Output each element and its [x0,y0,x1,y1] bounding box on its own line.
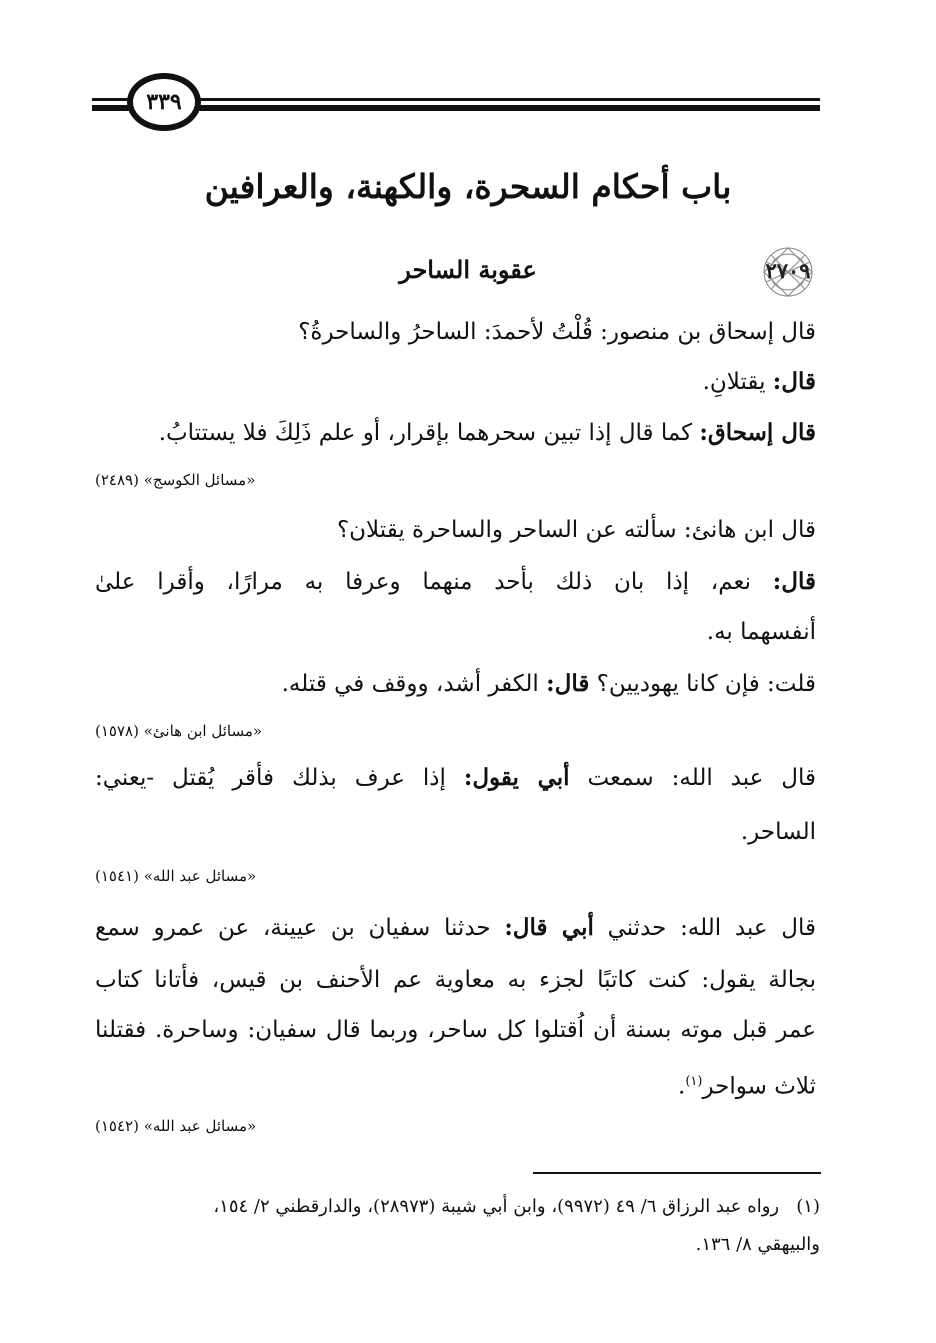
paragraph-text: كما قال إذا تبين سحرهما بإقرار، أو علم ذَلِكَ فلا يستتابُ. [158,420,700,446]
footnote-1 [95,1190,820,1224]
paragraph-text: يقتلانِ. [702,369,773,395]
speaker-label: أبي قال: [504,914,594,941]
paragraph-3 [95,413,816,453]
speaker-label: قال إسحاق: [699,419,816,446]
paragraph-6 [95,664,816,704]
paragraph-text: نعم، إذا بان ذلك بأحد منهما وعرفا به مرارًا، وأقرا علىٰ [95,569,773,595]
paragraph-text: إذا عرف بذلك فأقر يُقتل -يعني: [95,765,464,791]
paragraph-text: الكفر أشد، ووقف في قتله. [281,671,547,697]
paragraph-text: قال عبد الله: حدثني [593,915,816,941]
footnote-reference: (١) [685,1074,703,1089]
paragraph-7-continued: الساحر. [740,819,816,845]
footnote-marker: (١) [796,1196,820,1217]
footnote-1-continued: والبيهقي ٨/ ١٣٦. [695,1234,820,1255]
paragraph-text: ثلاث سواحر [702,1073,816,1100]
page-number: ٣٣٩ [127,73,201,131]
source-citation-4: «مسائل عبد الله» (١٥٤٢) [95,1117,257,1135]
header-rule-thick [92,105,820,111]
speaker-label: قال: [546,670,590,697]
chapter-title: باب أحكام السحرة، والكهنة، والعرافين [204,167,732,206]
paragraph-8 [95,908,816,948]
footnote-separator [533,1172,821,1174]
speaker-label: قال: [772,368,816,395]
paragraph-text: . [678,1073,686,1100]
paragraph-8-line-3: عمر قبل موته بسنة أن اُقتلوا كل ساحر، وربما قال سفيان: وساحرة. فقتلنا [95,1017,816,1043]
paragraph-8-line-2: بجالة يقول: كنت كاتبًا لجزء به معاوية عم الأحنف بن قيس، فأتانا كتاب [95,967,816,993]
paragraph-text: قال عبد الله: سمعت [569,765,816,791]
paragraph-text: حدثنا سفيان بن عيينة، عن عمرو سمع [95,915,505,941]
entry-number: ٢٧٠٩ [765,258,811,283]
source-citation-1: «مسائل الكوسج» (٢٤٨٩) [95,471,256,489]
footnote-text: رواه عبد الرزاق ٦/ ٤٩ (٩٩٧٢)، وابن أبي شيبة (٢٨٩٧٣)، والدارقطني ٢/ ١٥٤، [213,1196,780,1217]
header-rule [92,98,820,110]
paragraph-7 [95,758,816,798]
paragraph-8-line-4 [95,1062,816,1107]
speaker-label: أبي يقول: [463,764,570,791]
paragraph-4: قال ابن هانئ: سألته عن الساحر والساحرة يقتلان؟ [336,517,816,543]
source-citation-2: «مسائل ابن هانئ» (١٥٧٨) [95,722,263,740]
paragraph-1: قال إسحاق بن منصور: قُلْتُ لأحمدَ: الساحرُ والساحرةُ؟ [298,319,816,345]
section-title: عقوبة الساحر [399,255,537,284]
entry-number-badge [752,244,824,300]
source-citation-3: «مسائل عبد الله» (١٥٤١) [95,867,257,885]
paragraph-text: قلت: فإن كانا يهوديين؟ [589,671,816,697]
speaker-label: قال: [772,568,816,595]
paragraph-5-continued: أنفسهما به. [706,619,816,645]
paragraph-2 [95,362,816,402]
header-rule-thin [92,98,820,101]
paragraph-5 [95,562,816,602]
